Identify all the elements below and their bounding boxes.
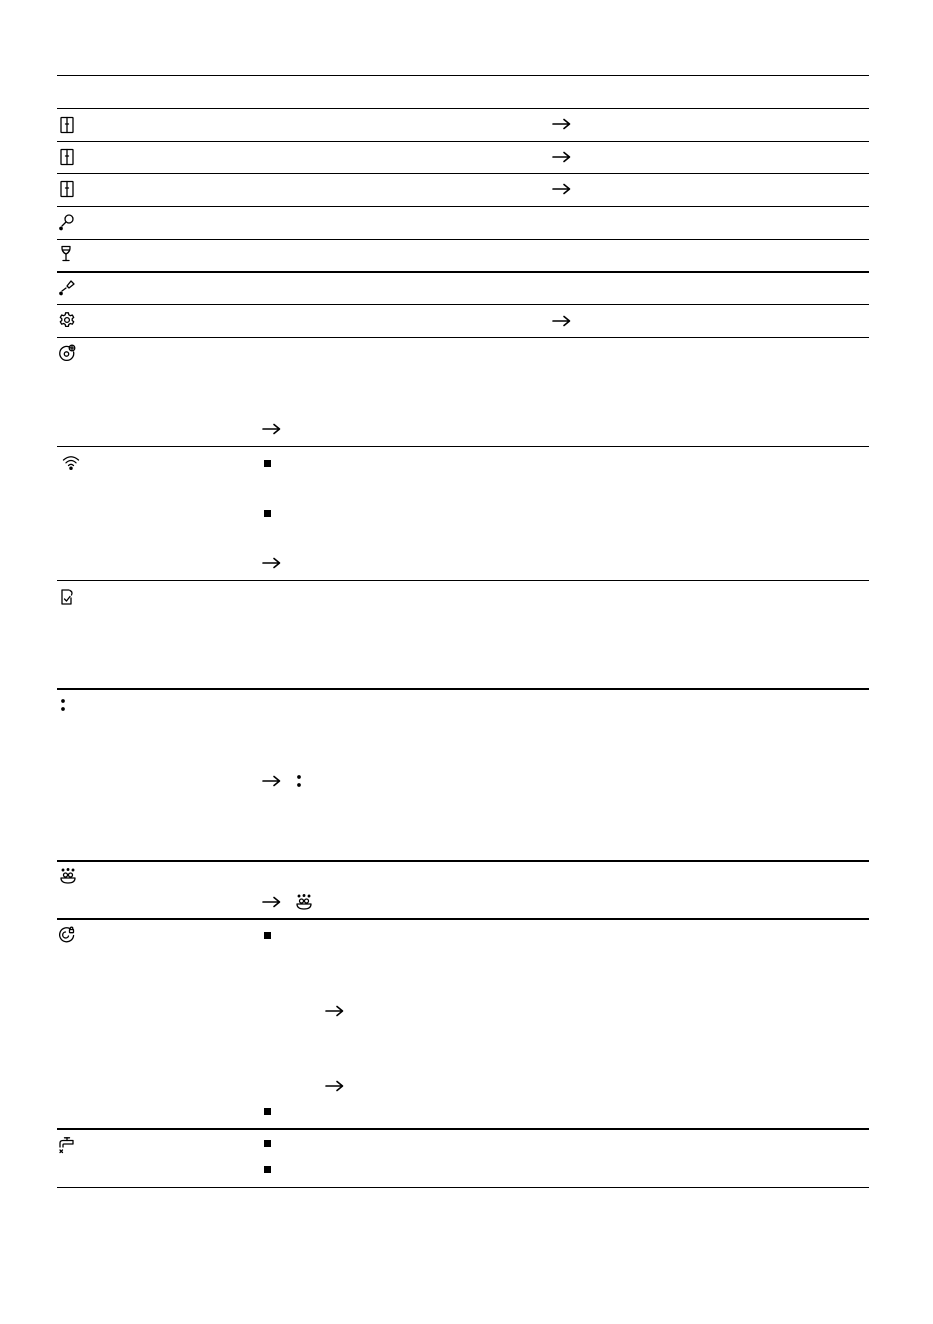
wine-glass-icon: [57, 245, 75, 263]
door-panel-icon: [58, 180, 76, 198]
row-divider: [57, 141, 869, 142]
table-header-rule: [57, 108, 869, 109]
gear-icon: [58, 311, 76, 329]
door-panel-icon: [58, 148, 76, 166]
arrow-icon: [261, 556, 283, 570]
row-divider: [57, 688, 869, 690]
row-divider: [57, 860, 869, 862]
arrow-icon: [324, 1004, 346, 1018]
arrow-icon: [551, 117, 573, 131]
arrow-icon: [551, 182, 573, 196]
bullet-point: [264, 510, 271, 517]
bullet-point: [264, 1108, 271, 1115]
door-panel-icon: [58, 116, 76, 134]
row-divider: [57, 304, 869, 305]
remote-start-icon: [58, 588, 76, 606]
rinse-aid-dropper-icon: [58, 213, 76, 231]
row-divider: [57, 239, 869, 240]
arrow-icon: [261, 774, 283, 788]
water-supply-icon: [58, 1136, 76, 1154]
arrow-icon: [261, 895, 283, 909]
machine-care-icon: [58, 344, 76, 362]
table-bottom-rule: [57, 1187, 869, 1188]
arrow-icon: [324, 1079, 346, 1093]
row-divider: [57, 918, 869, 920]
row-divider: [57, 271, 869, 273]
child-lock-icon: [58, 926, 76, 944]
row-divider: [57, 206, 869, 207]
bullet-point: [264, 1140, 271, 1147]
row-divider: [57, 446, 869, 447]
row-divider: [57, 1128, 869, 1130]
bullet-point: [264, 932, 271, 939]
intensive-zone-icon: [295, 893, 313, 911]
arrow-icon: [551, 150, 573, 164]
table-top-rule: [57, 75, 869, 76]
bullet-point: [264, 460, 271, 467]
arrow-icon: [261, 422, 283, 436]
row-divider: [57, 580, 869, 581]
row-divider: [57, 337, 869, 338]
intensive-zone-icon: [59, 867, 77, 885]
wifi-icon: [62, 453, 80, 471]
arrow-icon: [551, 314, 573, 328]
salt-dropper-icon: [58, 278, 76, 296]
more-options-icon: [55, 697, 71, 713]
more-options-icon: [291, 773, 307, 789]
bullet-point: [264, 1166, 271, 1173]
row-divider: [57, 173, 869, 174]
